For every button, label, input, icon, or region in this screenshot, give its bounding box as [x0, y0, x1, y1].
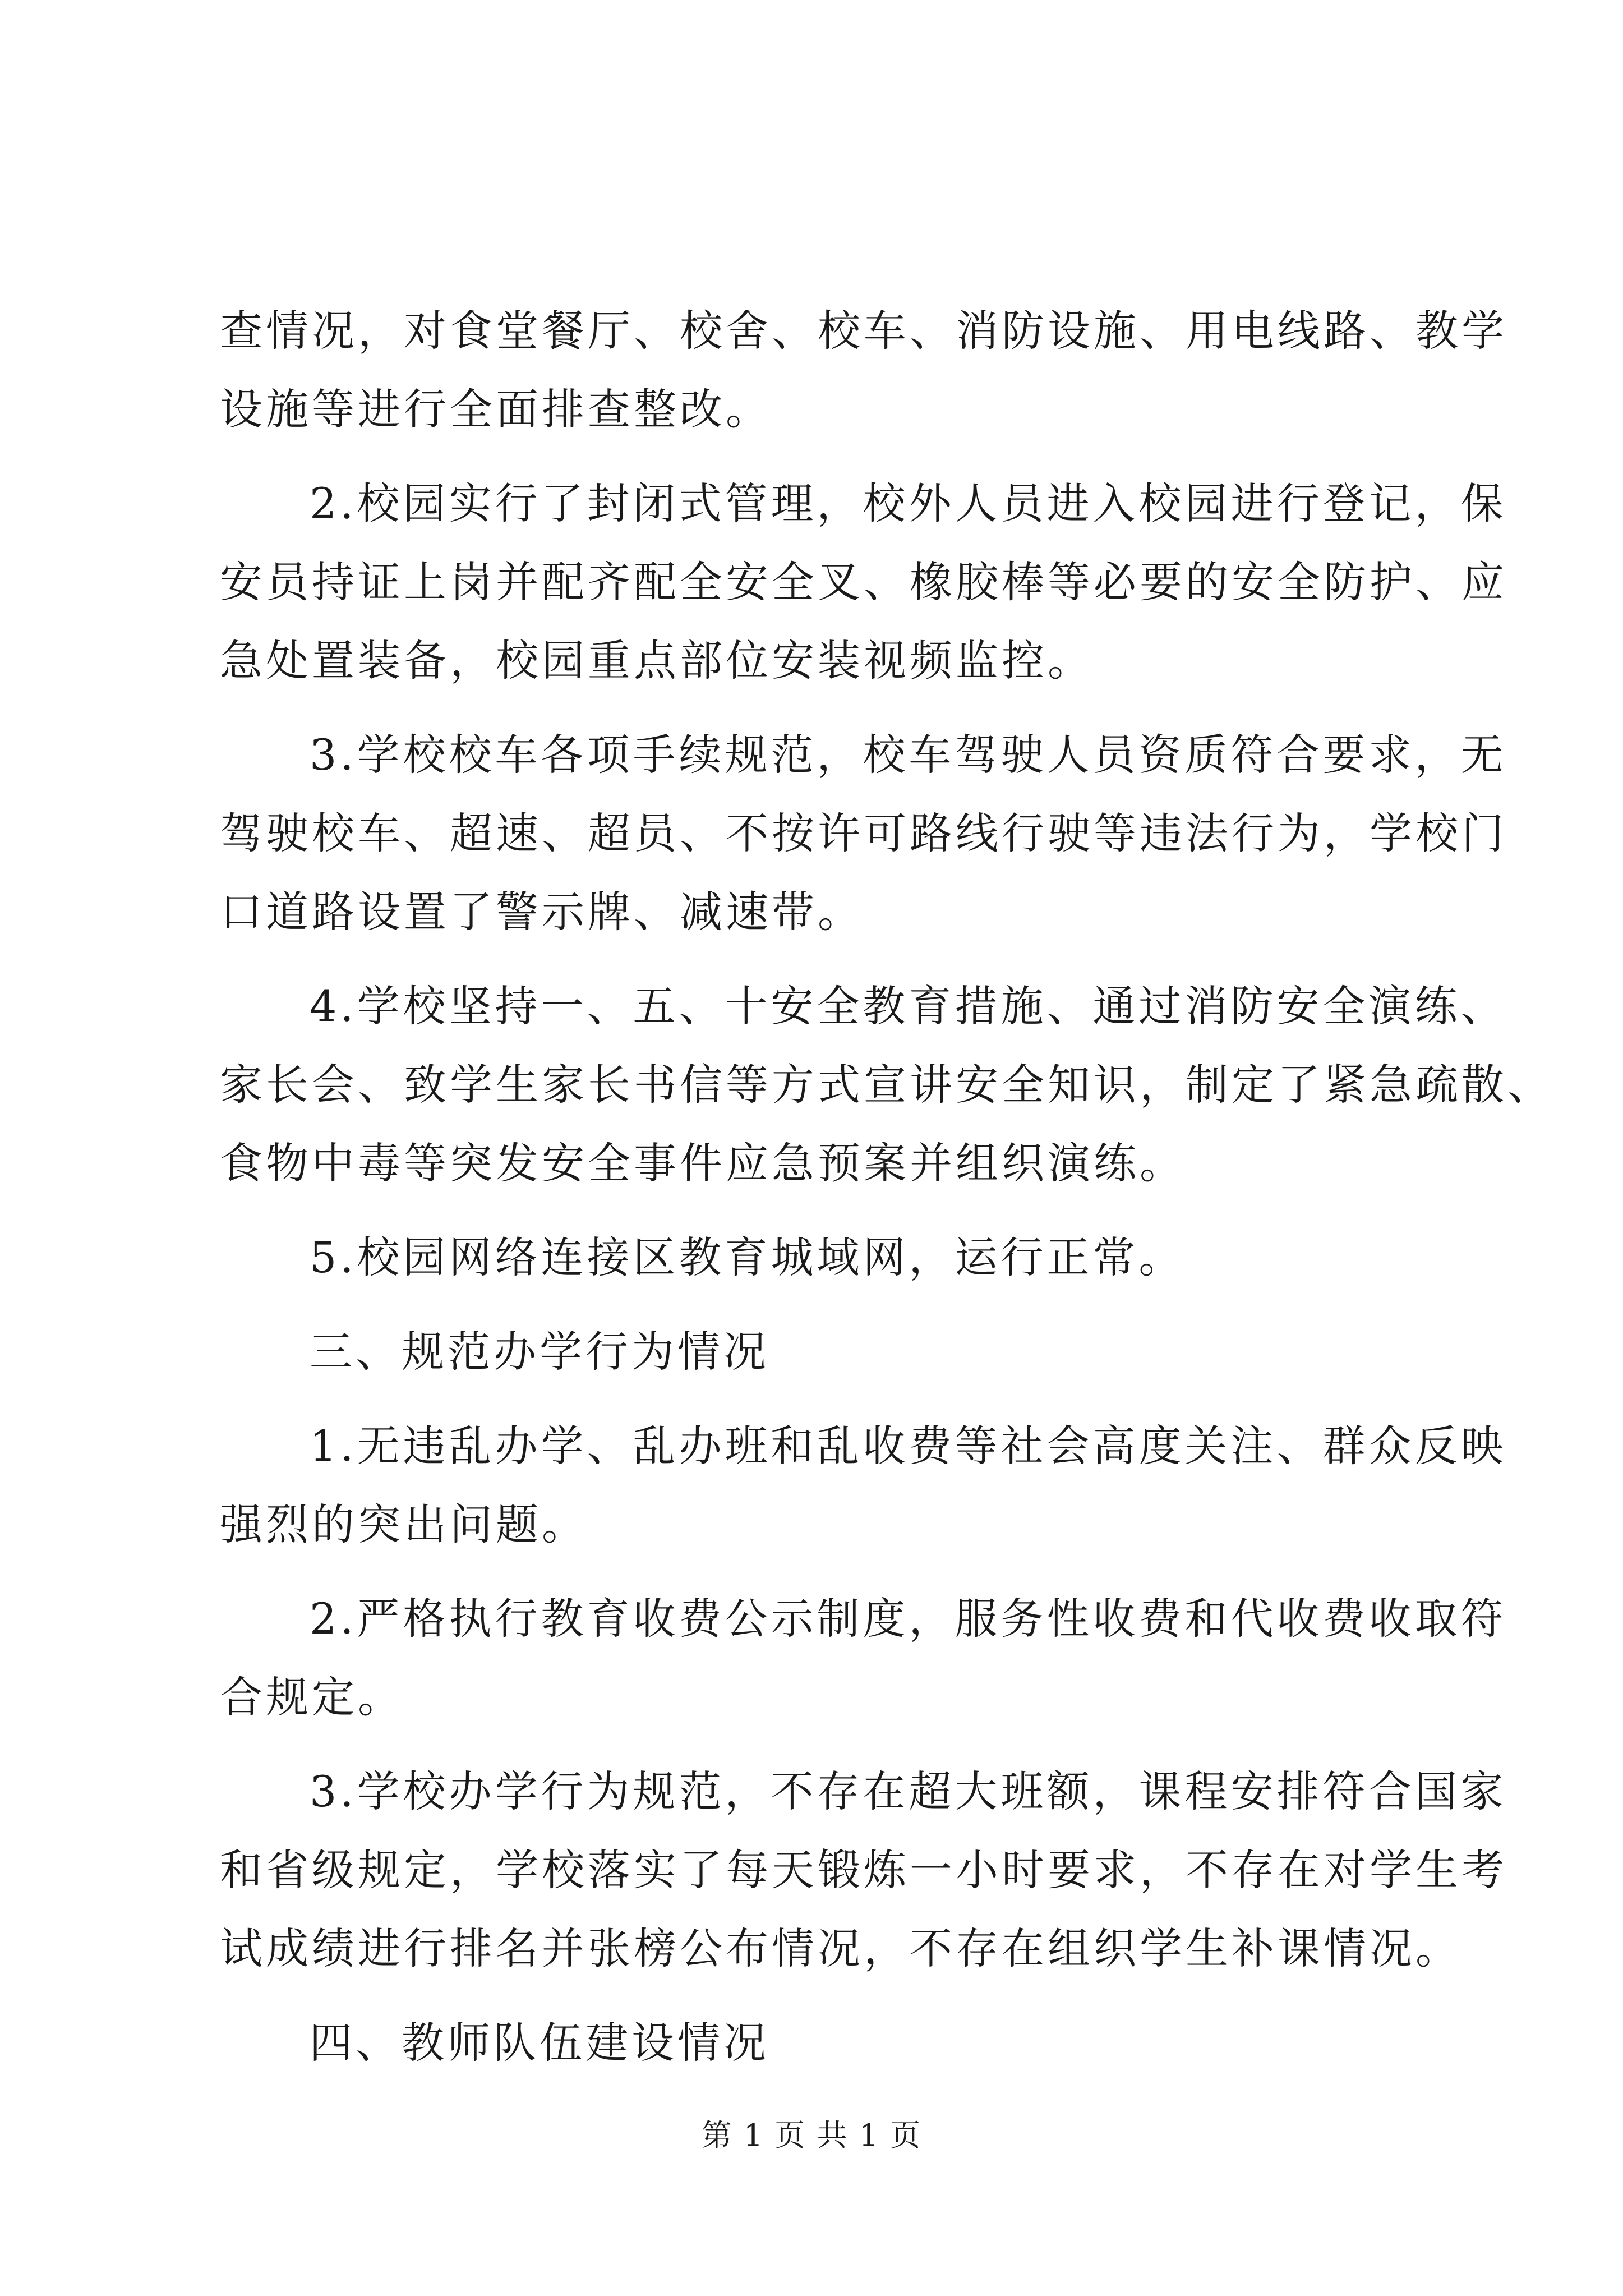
body-line: 设施等进行全面排查整改。	[220, 384, 772, 434]
body-line: 驾驶校车、超速、超员、不按许可路线行驶等违法行为，学校门	[220, 808, 1507, 858]
body-line: 和省级规定，学校落实了每天锻炼一小时要求，不存在对学生考	[220, 1845, 1507, 1895]
body-line: 查情况，对食堂餐厅、校舍、校车、消防设施、用电线路、教学	[220, 306, 1507, 356]
section-heading: 四、教师队伍建设情况	[310, 2018, 769, 2068]
document-body	[220, 292, 1553, 2082]
body-line: 强烈的突出问题。	[220, 1499, 588, 1549]
list-item-start: 3.学校办学行为规范，不存在超大班额，课程安排符合国家	[310, 1766, 1507, 1816]
body-line: 安员持证上岗并配齐配全安全叉、橡胶棒等必要的安全防护、应	[220, 557, 1507, 607]
page-footer: 第 1 页 共 1 页	[701, 2118, 922, 2153]
body-line: 家长会、致学生家长书信等方式宣讲安全知识，制定了紧急疏散、	[220, 1060, 1553, 1110]
list-item-start: 2.校园实行了封闭式管理，校外人员进入校园进行登记，保	[310, 478, 1507, 528]
body-line: 合规定。	[220, 1672, 404, 1722]
list-item-start: 3.学校校车各项手续规范，校车驾驶人员资质符合要求，无	[310, 730, 1507, 780]
list-item-start: 5.校园网络连接区教育城域网，运行正常。	[310, 1232, 1185, 1282]
body-line: 急处置装备，校园重点部位安装视频监控。	[220, 636, 1094, 685]
section-heading: 三、规范办学行为情况	[310, 1327, 769, 1377]
list-item-start: 1.无违乱办学、乱办班和乱收费等社会高度关注、群众反映	[310, 1421, 1507, 1471]
body-line: 食物中毒等突发安全事件应急预案并组织演练。	[220, 1138, 1186, 1188]
body-line: 试成绩进行排名并张榜公布情况，不存在组织学生补课情况。	[220, 1924, 1461, 1973]
list-item-start: 4.学校坚持一、五、十安全教育措施、通过消防安全演练、	[310, 981, 1507, 1031]
body-line: 口道路设置了警示牌、减速带。	[220, 887, 864, 937]
list-item-start: 2.严格执行教育收费公示制度，服务性收费和代收费收取符	[310, 1594, 1507, 1644]
